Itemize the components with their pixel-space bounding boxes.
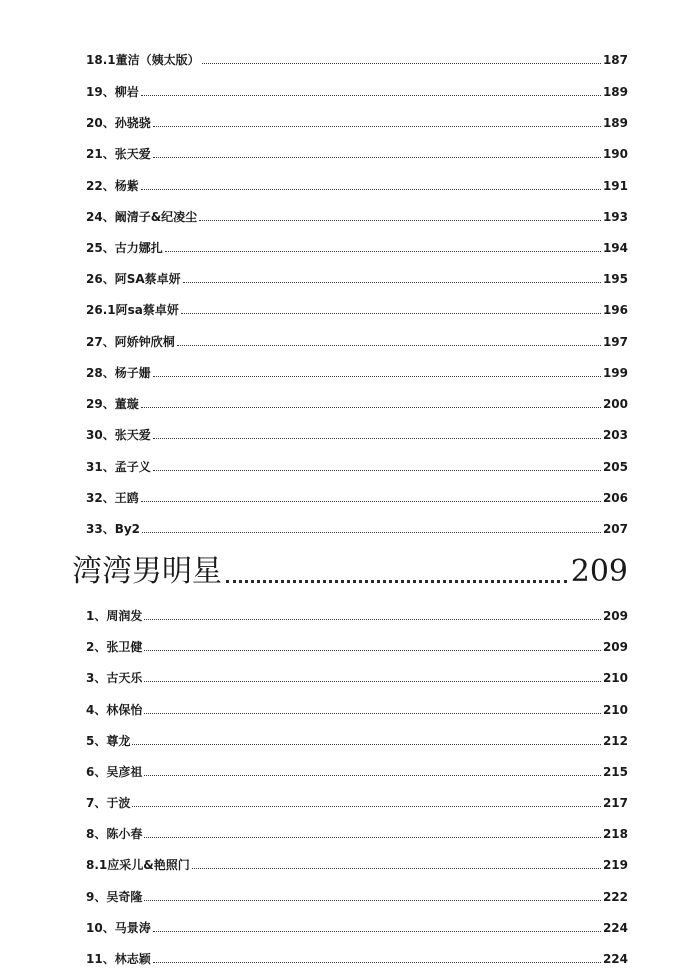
toc-entry-label: 21、张天爱 — [86, 147, 151, 161]
toc-entry-page: 209 — [602, 640, 628, 654]
dot-leader — [144, 650, 601, 651]
toc-entry-label: 31、孟子义 — [86, 460, 151, 474]
dot-leader — [153, 962, 601, 963]
toc-entry[interactable] — [86, 46, 628, 68]
toc-entry-label: 19、柳岩 — [86, 85, 139, 99]
dot-leader — [153, 438, 601, 439]
dot-leader — [144, 681, 601, 682]
toc-entry-label: 29、董璇 — [86, 397, 139, 411]
toc-entry[interactable] — [86, 421, 628, 443]
toc-entry-page: 187 — [602, 53, 628, 67]
toc-entry[interactable] — [86, 484, 628, 506]
section-heading-page: 209 — [570, 554, 628, 589]
toc-entry-label: 7、于波 — [86, 796, 131, 810]
toc-entry-page: 203 — [602, 428, 628, 442]
toc-entry[interactable] — [86, 234, 628, 256]
toc-entry[interactable] — [86, 602, 628, 624]
dot-leader — [153, 157, 601, 158]
toc-entry-label: 32、王鸥 — [86, 491, 139, 505]
toc-entry-label: 27、阿娇钟欣桐 — [86, 335, 175, 349]
toc-entry-label: 24、阚清子&纪凌尘 — [86, 210, 198, 224]
toc-section-heading[interactable] — [72, 546, 628, 590]
toc-entry-label: 28、杨子姗 — [86, 366, 151, 380]
toc-entry-page: 200 — [602, 397, 628, 411]
dot-leader — [141, 95, 601, 96]
toc-entry-page: 219 — [602, 858, 628, 872]
toc-entry[interactable] — [86, 172, 628, 194]
dot-leader — [132, 806, 601, 807]
toc-entry-page: 218 — [602, 827, 628, 841]
toc-entry[interactable] — [86, 359, 628, 381]
toc-entry-label: 2、张卫健 — [86, 640, 143, 654]
dot-leader — [144, 900, 601, 901]
toc-entry-page: 212 — [602, 734, 628, 748]
toc-entry[interactable] — [86, 727, 628, 749]
toc-entry-page: 224 — [602, 952, 628, 966]
toc-entry-page: 222 — [602, 890, 628, 904]
toc-entry-page: 199 — [602, 366, 628, 380]
dot-leader — [226, 580, 567, 583]
toc-entry-page: 194 — [602, 241, 628, 255]
dot-leader — [144, 619, 601, 620]
toc-entry[interactable] — [86, 390, 628, 412]
toc-entry[interactable] — [86, 140, 628, 162]
dot-leader — [165, 251, 601, 252]
toc-entry-label: 5、尊龙 — [86, 734, 131, 748]
toc-entry-page: 210 — [602, 703, 628, 717]
toc-entry-page: 224 — [602, 921, 628, 935]
toc-entry-page: 207 — [602, 522, 628, 536]
dot-leader — [177, 345, 601, 346]
toc-entry-label: 11、林志颖 — [86, 952, 151, 966]
toc-entry-label: 20、孙骁骁 — [86, 116, 151, 130]
toc-entry[interactable] — [86, 203, 628, 225]
toc-entry-page: 217 — [602, 796, 628, 810]
toc-entry-page: 195 — [602, 272, 628, 286]
toc-entry-label: 10、马景涛 — [86, 921, 151, 935]
dot-leader — [141, 501, 601, 502]
toc-entry-label: 30、张天爱 — [86, 428, 151, 442]
dot-leader — [199, 220, 601, 221]
toc-entry-label: 25、古力娜扎 — [86, 241, 163, 255]
dot-leader — [153, 376, 601, 377]
toc-entry-label: 33、By2 — [86, 522, 141, 536]
dot-leader — [132, 744, 601, 745]
toc-entry[interactable] — [86, 633, 628, 655]
toc-entry[interactable] — [86, 664, 628, 686]
toc-entry-label: 22、杨紫 — [86, 179, 139, 193]
toc-entry-label: 4、林保怡 — [86, 703, 143, 717]
toc-entry[interactable] — [86, 453, 628, 475]
toc-entry-page: 190 — [602, 147, 628, 161]
dot-leader — [141, 407, 601, 408]
toc-entry-label: 3、古天乐 — [86, 671, 143, 685]
dot-leader — [181, 313, 601, 314]
dot-leader — [144, 837, 601, 838]
toc-entry-page: 209 — [602, 609, 628, 623]
toc-entry[interactable] — [86, 789, 628, 811]
toc-entry-label: 8.1应采儿&艳照门 — [86, 858, 190, 872]
toc-entry-page: 189 — [602, 85, 628, 99]
toc-entry-page: 210 — [602, 671, 628, 685]
toc-entry-label: 26、阿SA蔡卓妍 — [86, 272, 181, 286]
toc-entry-label: 26.1阿sa蔡卓妍 — [86, 303, 179, 317]
toc-entry-page: 205 — [602, 460, 628, 474]
toc-entry[interactable] — [86, 296, 628, 318]
dot-leader — [192, 868, 601, 869]
toc-entry[interactable] — [86, 265, 628, 287]
toc-entry[interactable] — [86, 328, 628, 350]
toc-entry-page: 197 — [602, 335, 628, 349]
toc-entry-page: 193 — [602, 210, 628, 224]
toc-entry-page: 206 — [602, 491, 628, 505]
toc-entry[interactable] — [86, 515, 628, 537]
toc-entry-label: 18.1董洁（姨太版） — [86, 53, 200, 67]
toc-entry[interactable] — [86, 820, 628, 842]
toc-entry[interactable] — [86, 945, 628, 967]
toc-entry[interactable] — [86, 883, 628, 905]
dot-leader — [141, 189, 601, 190]
toc-entry-page: 196 — [602, 303, 628, 317]
dot-leader — [142, 532, 601, 533]
toc-entry[interactable] — [86, 696, 628, 718]
toc-entry[interactable] — [86, 851, 628, 873]
toc-entry[interactable] — [86, 78, 628, 100]
toc-entry[interactable] — [86, 758, 628, 780]
section-heading-label: 湾湾男明星 — [72, 554, 222, 589]
toc-entry[interactable] — [86, 109, 628, 131]
dot-leader — [183, 282, 601, 283]
toc-entry-label: 8、陈小春 — [86, 827, 143, 841]
toc-entry-label: 9、吴奇隆 — [86, 890, 143, 904]
toc-entry-label: 1、周润发 — [86, 609, 143, 623]
toc-entry-page: 189 — [602, 116, 628, 130]
dot-leader — [153, 470, 601, 471]
dot-leader — [153, 126, 601, 127]
toc-entry[interactable] — [86, 914, 628, 936]
dot-leader — [144, 713, 601, 714]
dot-leader — [144, 775, 601, 776]
toc-entry-page: 191 — [602, 179, 628, 193]
toc-entry-label: 6、吴彦祖 — [86, 765, 143, 779]
dot-leader — [202, 63, 601, 64]
dot-leader — [153, 931, 601, 932]
toc-entry-page: 215 — [602, 765, 628, 779]
